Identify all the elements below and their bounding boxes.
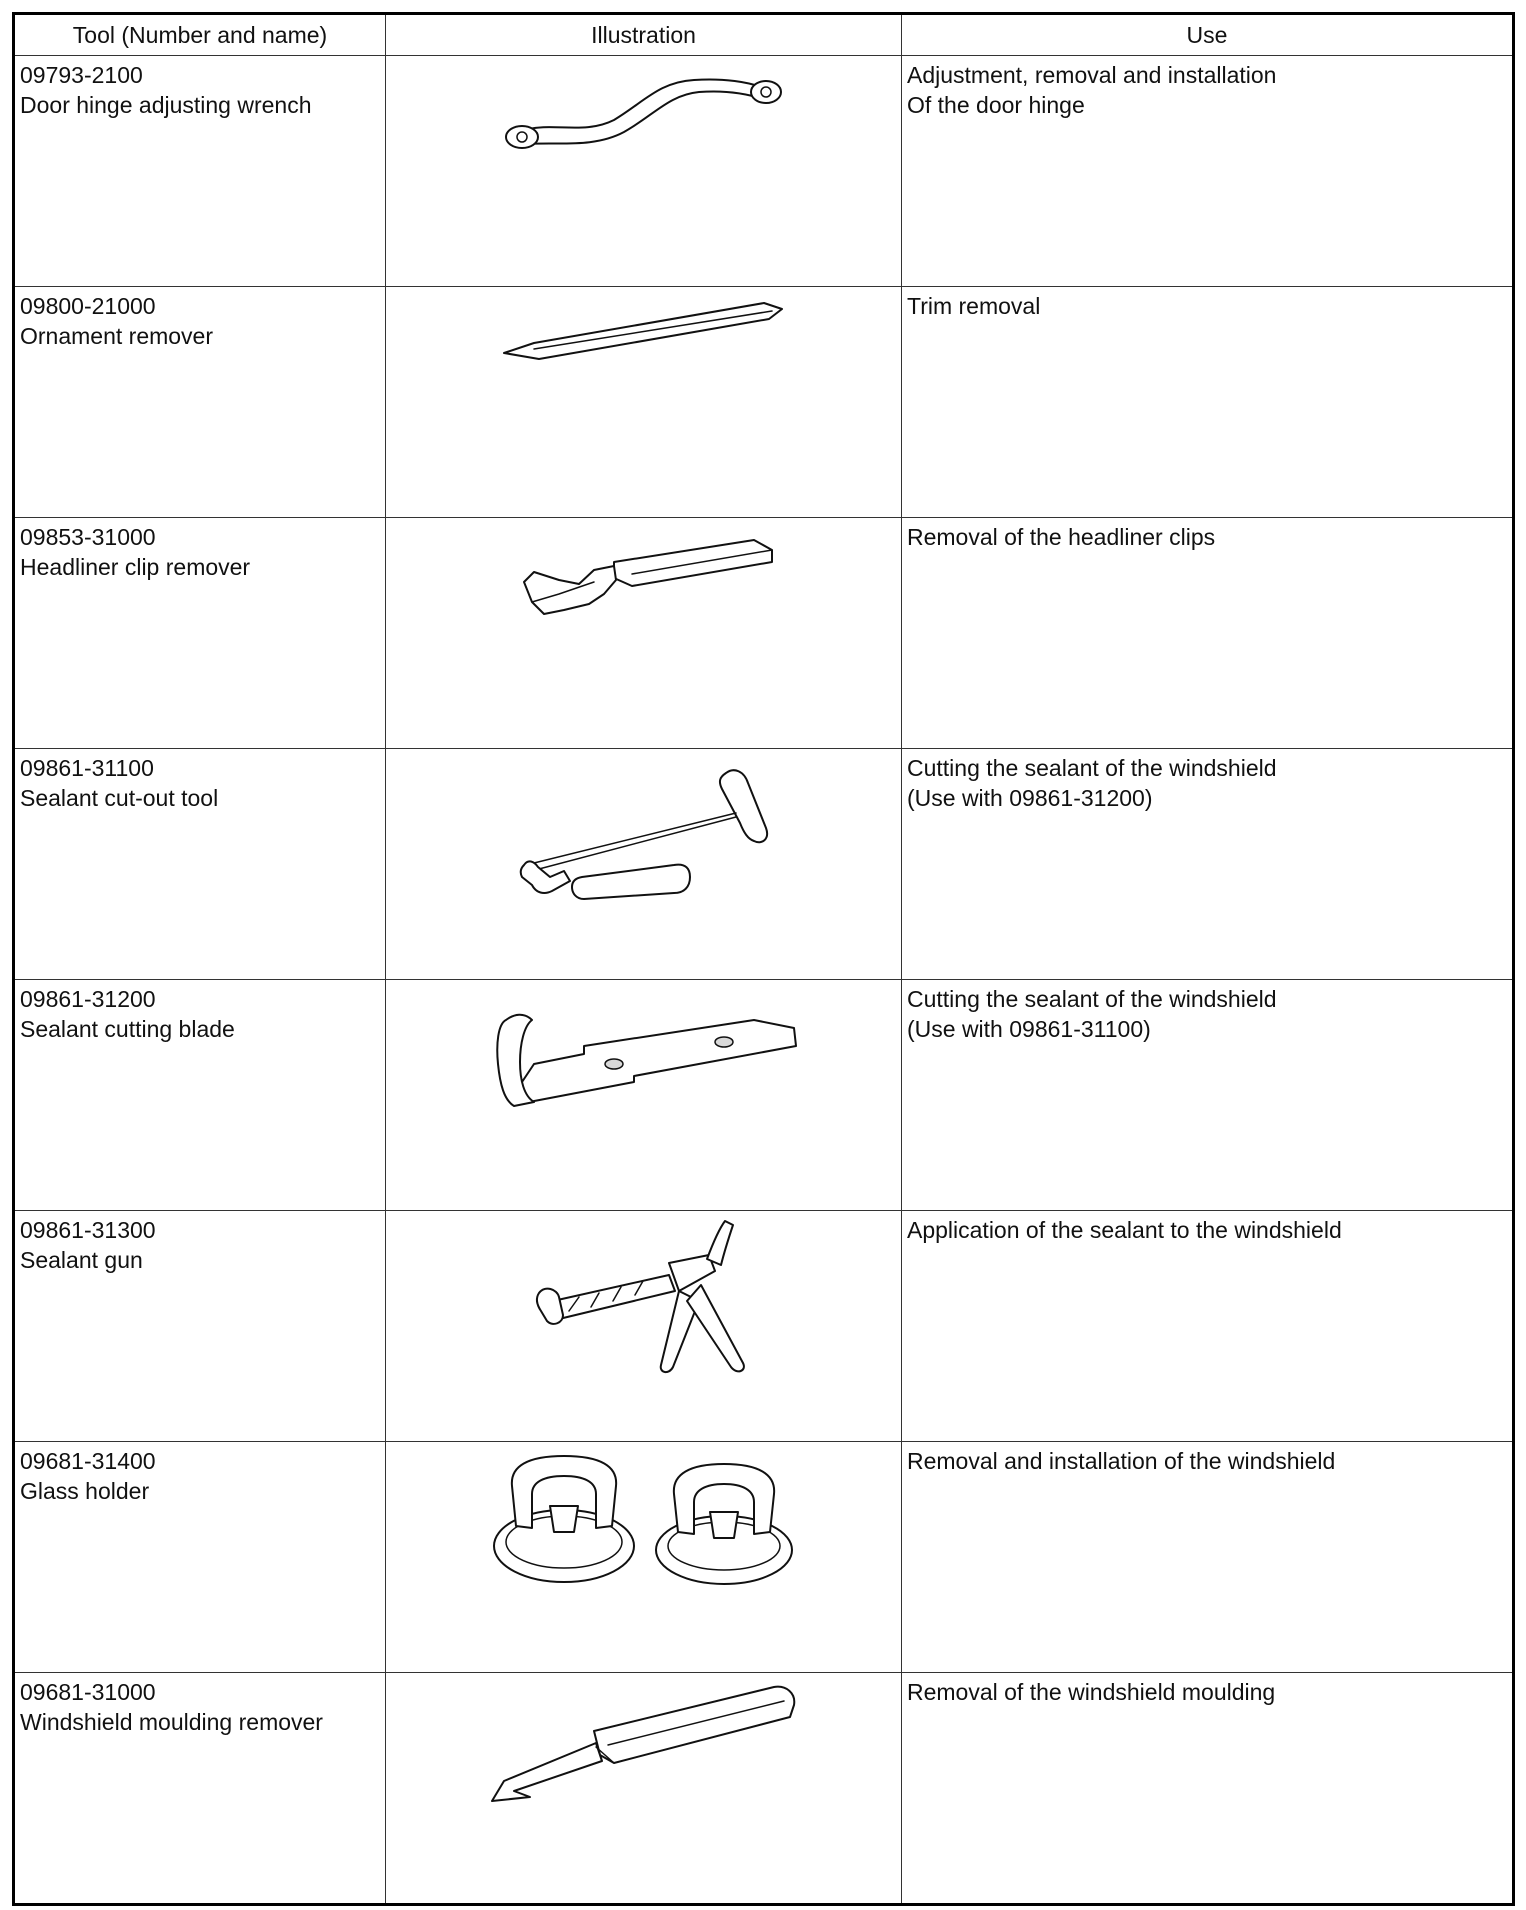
illustration-cell xyxy=(386,56,902,287)
table-row xyxy=(14,56,1514,287)
illustration-cell xyxy=(386,980,902,1211)
table-row xyxy=(14,287,1514,518)
tool-number: 09861-31300 xyxy=(20,1217,156,1243)
use-cell xyxy=(902,287,1514,518)
table-row xyxy=(14,1211,1514,1442)
tool-name: Headliner clip remover xyxy=(20,554,251,580)
tool-name: Ornament remover xyxy=(20,323,214,349)
use-cell xyxy=(902,56,1514,287)
tool-name: Windshield moulding remover xyxy=(20,1709,323,1735)
tool-name: Door hinge adjusting wrench xyxy=(20,92,312,118)
use-line: Cutting the sealant of the windshield xyxy=(907,986,1277,1012)
use-line: Of the door hinge xyxy=(907,92,1085,118)
illustration-cell xyxy=(386,1211,902,1442)
use-line: (Use with 09861-31100) xyxy=(907,1016,1151,1042)
header-tool: Tool (Number and name) xyxy=(14,14,386,56)
headliner-clip-remover-icon xyxy=(504,522,784,632)
use-cell xyxy=(902,1211,1514,1442)
use-line: Removal of the headliner clips xyxy=(907,524,1216,550)
use-line: Trim removal xyxy=(907,293,1041,319)
illustration-cell xyxy=(386,1442,902,1673)
use-cell xyxy=(902,1442,1514,1673)
use-line: Removal and installation of the windshield xyxy=(907,1448,1336,1474)
illustration-cell xyxy=(386,518,902,749)
tool-cell xyxy=(14,749,386,980)
special-tools-sheet xyxy=(12,12,1512,1902)
table-row xyxy=(14,518,1514,749)
tool-cell xyxy=(14,287,386,518)
tool-number: 09681-31000 xyxy=(20,1679,156,1705)
use-cell xyxy=(902,518,1514,749)
suction-cup-left-icon xyxy=(494,1456,634,1582)
table-row xyxy=(14,749,1514,980)
tool-number: 09853-31000 xyxy=(20,524,156,550)
use-line: Application of the sealant to the windshield xyxy=(907,1217,1342,1243)
special-tools-table xyxy=(12,12,1515,1906)
suction-cup-right-icon xyxy=(656,1464,792,1584)
tool-name: Sealant gun xyxy=(20,1247,143,1273)
sealant-gun-icon xyxy=(529,1215,759,1385)
use-line: Removal of the windshield moulding xyxy=(907,1679,1276,1705)
illustration-cell xyxy=(386,749,902,980)
use-cell xyxy=(902,749,1514,980)
tool-number: 09793-2100 xyxy=(20,62,143,88)
tool-cell xyxy=(14,980,386,1211)
table-row xyxy=(14,980,1514,1211)
tool-name: Sealant cutting blade xyxy=(20,1016,235,1042)
table-header-row xyxy=(14,14,1514,56)
glass-holder-icon xyxy=(484,1446,804,1596)
header-use: Use xyxy=(902,14,1514,56)
tool-name: Sealant cut-out tool xyxy=(20,785,219,811)
tool-number: 09800-21000 xyxy=(20,293,156,319)
sealant-cutout-tool-icon xyxy=(504,753,784,913)
door-hinge-wrench-icon xyxy=(494,60,794,170)
tool-cell xyxy=(14,1442,386,1673)
ornament-remover-icon xyxy=(494,291,794,381)
tool-cell xyxy=(14,56,386,287)
tool-cell xyxy=(14,1211,386,1442)
tool-name: Glass holder xyxy=(20,1478,150,1504)
table-row xyxy=(14,1673,1514,1905)
tool-cell xyxy=(14,1673,386,1905)
tool-number: 09861-31100 xyxy=(20,755,154,781)
tool-cell xyxy=(14,518,386,749)
table-row xyxy=(14,1442,1514,1673)
tool-number: 09681-31400 xyxy=(20,1448,156,1474)
use-cell xyxy=(902,1673,1514,1905)
illustration-cell xyxy=(386,1673,902,1905)
use-line: (Use with 09861-31200) xyxy=(907,785,1153,811)
sealant-cutting-blade-icon xyxy=(484,984,804,1124)
use-line: Cutting the sealant of the windshield xyxy=(907,755,1277,781)
illustration-cell xyxy=(386,287,902,518)
tool-number: 09861-31200 xyxy=(20,986,156,1012)
use-cell xyxy=(902,980,1514,1211)
windshield-moulding-remover-icon xyxy=(484,1677,804,1837)
header-illustration: Illustration xyxy=(386,14,902,56)
use-line: Adjustment, removal and installation xyxy=(907,62,1277,88)
